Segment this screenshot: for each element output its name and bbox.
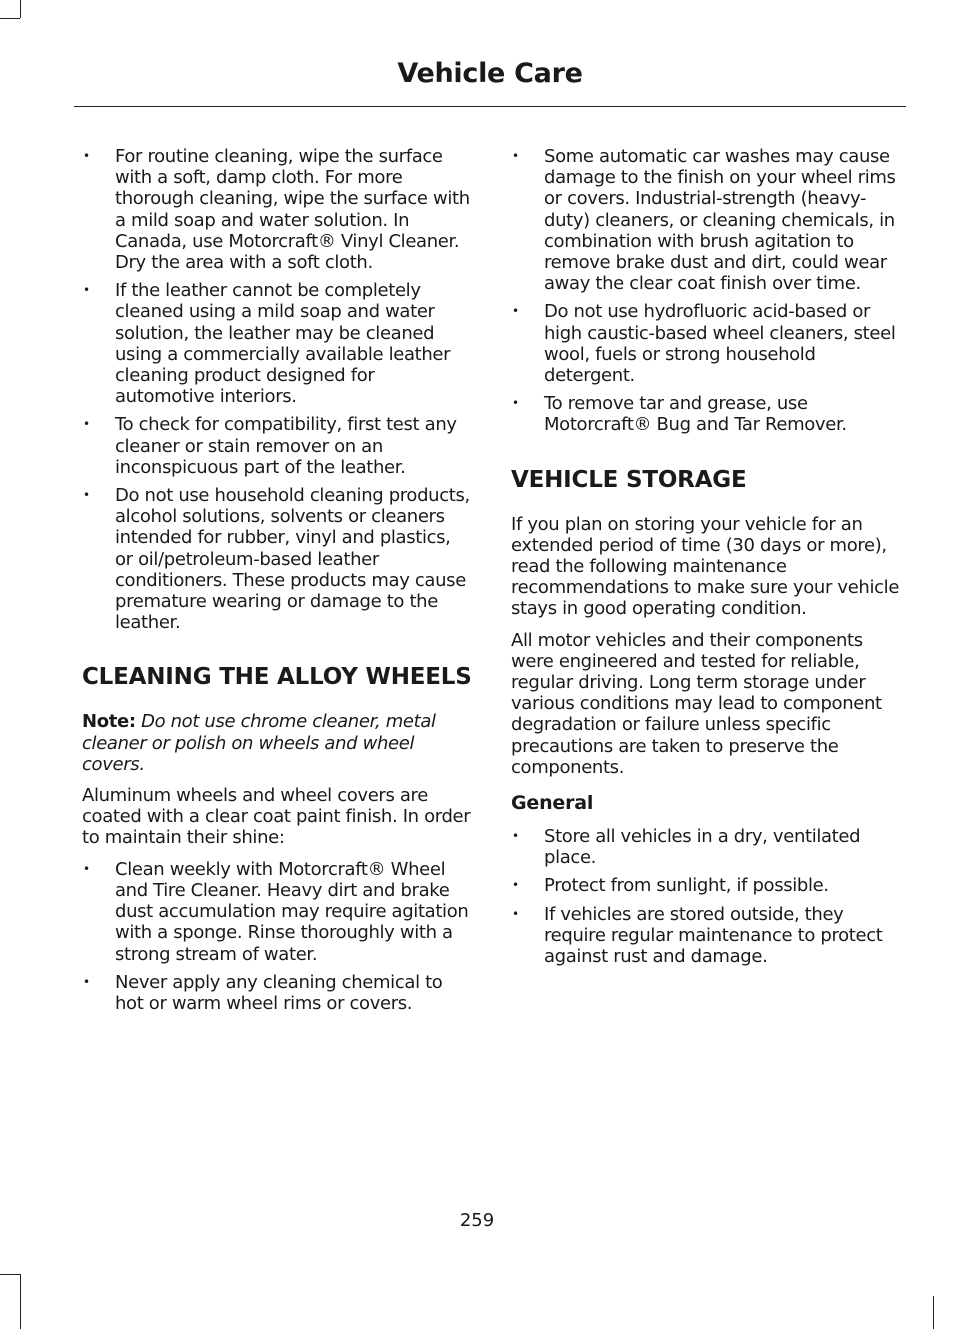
section-heading-alloy-wheels: CLEANING THE ALLOY WHEELS — [82, 664, 472, 691]
crop-mark-bottom-left-vertical — [20, 1274, 21, 1329]
crop-mark-bottom-left-horizontal — [0, 1274, 20, 1275]
leather-cleaning-list — [82, 146, 472, 633]
alloy-intro-paragraph: Aluminum wheels and wheel covers are coated with a clear coat paint finish. In order to maintain their shine: — [82, 785, 471, 849]
storage-paragraph: All motor vehicles and their components were engineered and tested for reliable, regular driving. Long term storage under various conditions may lead to component degradation or failure unless specific precautions are taken to preserve the components. — [511, 629, 882, 778]
list-item: • Protect from sunlight, if possible. — [511, 875, 903, 896]
crop-mark-bottom-right-vertical — [933, 1296, 934, 1329]
header-rule — [74, 106, 906, 107]
page-number: 259 — [459, 1210, 495, 1231]
list-item: • To remove tar and grease, use Motorcraft® Bug and Tar Remover. — [511, 393, 903, 435]
subheading-general: General — [511, 792, 594, 815]
note-label: Note: — [82, 711, 136, 733]
crop-mark-top-left-vertical — [20, 0, 21, 18]
list-item: • To check for compatibility, first test any cleaner or stain remover on an inconspicuous part of the leather. — [82, 414, 472, 478]
wheel-care-list — [511, 146, 903, 436]
left-column — [82, 146, 472, 1024]
right-column — [511, 146, 903, 977]
list-item: • For routine cleaning, wipe the surface with a soft, damp cloth. For more thorough cleaning, wipe the surface with a mild soap and water solution. In Canada, use Motorcraft® Vinyl Cleaner. Dry the area with a soft cloth. — [82, 146, 472, 273]
list-item: • Never apply any cleaning chemical to hot or warm wheel rims or covers. — [82, 972, 472, 1014]
note — [82, 711, 472, 775]
crop-mark-top-left-horizontal — [0, 18, 20, 19]
list-item: • If the leather cannot be completely cleaned using a mild soap and water solution, the leather may be cleaned using a commercially available leather cleaning product designed for automotive interiors. — [82, 280, 472, 407]
list-item: • Some automatic car washes may cause damage to the finish on your wheel rims or covers. Industrial-strength (heavy-duty) cleaners, or cleaning chemicals, in combination with brush agitation to remove brake dust and dirt, could wear away the clear coat finish over time. — [511, 146, 903, 294]
list-item: • If vehicles are stored outside, they require regular maintenance to protect against rust and damage. — [511, 904, 903, 968]
list-item: • Do not use hydrofluoric acid-based or high caustic-based wheel cleaners, steel wool, fuels or strong household detergent. — [511, 301, 903, 386]
list-item: • Clean weekly with Motorcraft® Wheel and Tire Cleaner. Heavy dirt and brake dust accumulation may require agitation with a sponge. Rinse thoroughly with a strong stream of water. — [82, 859, 472, 965]
storage-paragraph: If you plan on storing your vehicle for an extended period of time (30 days or more), read the following maintenance recommendations to make sure your vehicle stays in good operating condition. — [511, 513, 900, 620]
section-heading-vehicle-storage: VEHICLE STORAGE — [511, 466, 747, 493]
note-text: Do not use chrome cleaner, metal cleaner or polish on wheels and wheel covers. — [82, 711, 436, 775]
list-item: • Store all vehicles in a dry, ventilated place. — [511, 826, 903, 868]
page-title: Vehicle Care — [397, 58, 583, 89]
alloy-wheel-list — [82, 859, 472, 1014]
general-storage-list — [511, 826, 903, 967]
list-item: • Do not use household cleaning products, alcohol solutions, solvents or cleaners intended for rubber, vinyl and plastics, or oil/petroleum-based leather conditioners. These products may cause premature wearing or damage to the leather. — [82, 485, 472, 633]
